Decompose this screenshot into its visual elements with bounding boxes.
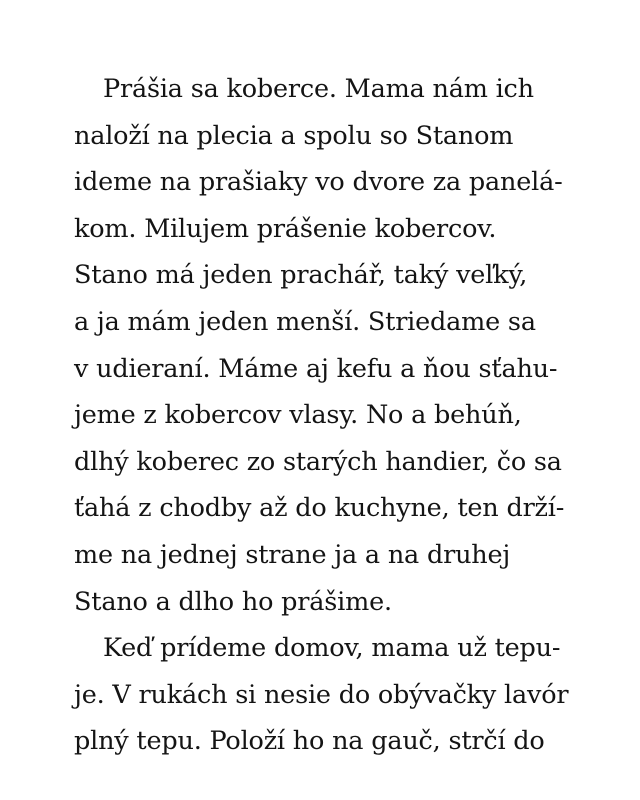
text-line: naloží na plecia a spolu so Stanom — [74, 120, 514, 151]
paragraph-1 — [74, 66, 574, 625]
text-line: ťahá z chodby až do kuchyne, ten drží- — [74, 493, 565, 524]
text-line: Stano a dlho ho prášime. — [74, 586, 392, 617]
text-line: Keď prídeme domov, mama už tepu- — [103, 633, 561, 664]
paragraph-2 — [74, 625, 574, 765]
body-text — [74, 66, 574, 765]
text-line: je. V rukách si nesie do obývačky lavór — [74, 679, 569, 710]
text-line: dlhý koberec zo starých handier, čo sa — [74, 446, 562, 477]
text-line: kom. Milujem prášenie kobercov. — [74, 213, 497, 244]
text-line: ideme na prašiaky vo dvore za panelá- — [74, 167, 563, 198]
text-line: Stano má jeden prachář, taký veľký, — [74, 260, 528, 291]
text-line: Prášia sa koberce. Mama nám ich — [103, 74, 534, 104]
text-line: me na jednej strane ja a na druhej — [74, 539, 511, 570]
text-line: plný tepu. Položí ho na gauč, strčí do — [74, 726, 545, 757]
text-line: a ja mám jeden menší. Striedame sa — [74, 306, 536, 337]
text-line: jeme z kobercov vlasy. No a behúň, — [74, 400, 522, 431]
text-line: v udieraní. Máme aj kefu a ňou sťahu- — [74, 353, 558, 384]
